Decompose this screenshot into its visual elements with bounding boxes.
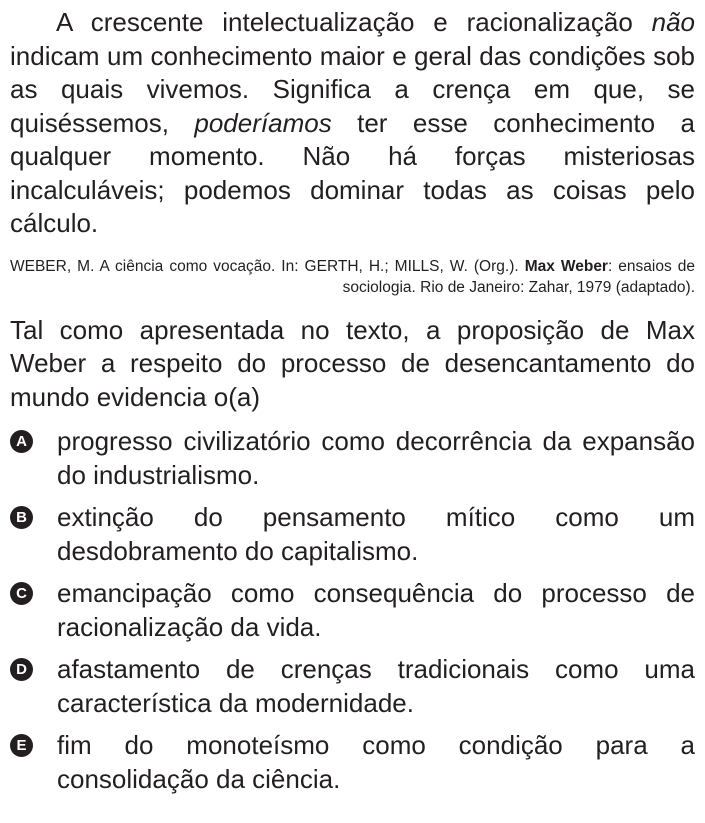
option-e[interactable] (10, 729, 695, 796)
option-c[interactable] (10, 577, 695, 644)
citation-part-2: : ensaios de sociologia. Rio de Janeiro: Zahar, 1979 (adaptado). (342, 257, 695, 296)
option-a-text[interactable]: progresso civilizatório como decorrência da expansão do industrialismo. (57, 426, 695, 490)
passage-text (10, 6, 695, 241)
option-d-letter-badge[interactable]: D (10, 658, 33, 681)
answer-options (10, 425, 695, 796)
passage-part-3: ter esse conhecimento a qualquer momento. Não há forças misteriosas incalculáveis; podemos dominar todas as coisas pelo cálculo. (10, 107, 695, 238)
source-citation (10, 256, 695, 298)
option-e-text[interactable]: fim do monoteísmo como condição para a consolidação da ciência. (57, 730, 695, 794)
passage-part-2: indicam um conhecimento maior e geral das condições sob as quais vivemos. Significa a crença em que, se quiséssemos, (10, 40, 695, 138)
passage-emphasis-poderiamos: poderíamos (194, 107, 332, 138)
passage-emphasis-nao: não (651, 7, 695, 37)
option-b-letter-badge[interactable]: B (10, 506, 33, 529)
option-a[interactable] (10, 425, 695, 492)
option-d[interactable] (10, 653, 695, 720)
option-b-text[interactable]: extinção do pensamento mítico como um desdobramento do capitalismo. (57, 502, 695, 566)
option-d-text[interactable]: afastamento de crenças tradicionais como uma característica da modernidade. (57, 654, 695, 718)
passage-part-1: A crescente intelectualização e racionalização (56, 7, 652, 37)
option-c-text[interactable]: emancipação como consequência do processo de racionalização da vida. (57, 578, 695, 642)
option-a-letter-badge[interactable]: A (10, 430, 33, 453)
option-c-letter-badge[interactable]: C (10, 582, 33, 605)
option-b[interactable] (10, 501, 695, 568)
citation-bold-title: Max Weber (524, 257, 608, 275)
citation-part-1: WEBER, M. A ciência como vocação. In: GERTH, H.; MILLS, W. (Org.). (10, 257, 525, 275)
option-e-letter-badge[interactable]: E (10, 734, 33, 757)
question-stem: Tal como apresentada no texto, a proposição de Max Weber a respeito do processo de desencantamento do mundo evidencia o(a) (10, 314, 695, 412)
